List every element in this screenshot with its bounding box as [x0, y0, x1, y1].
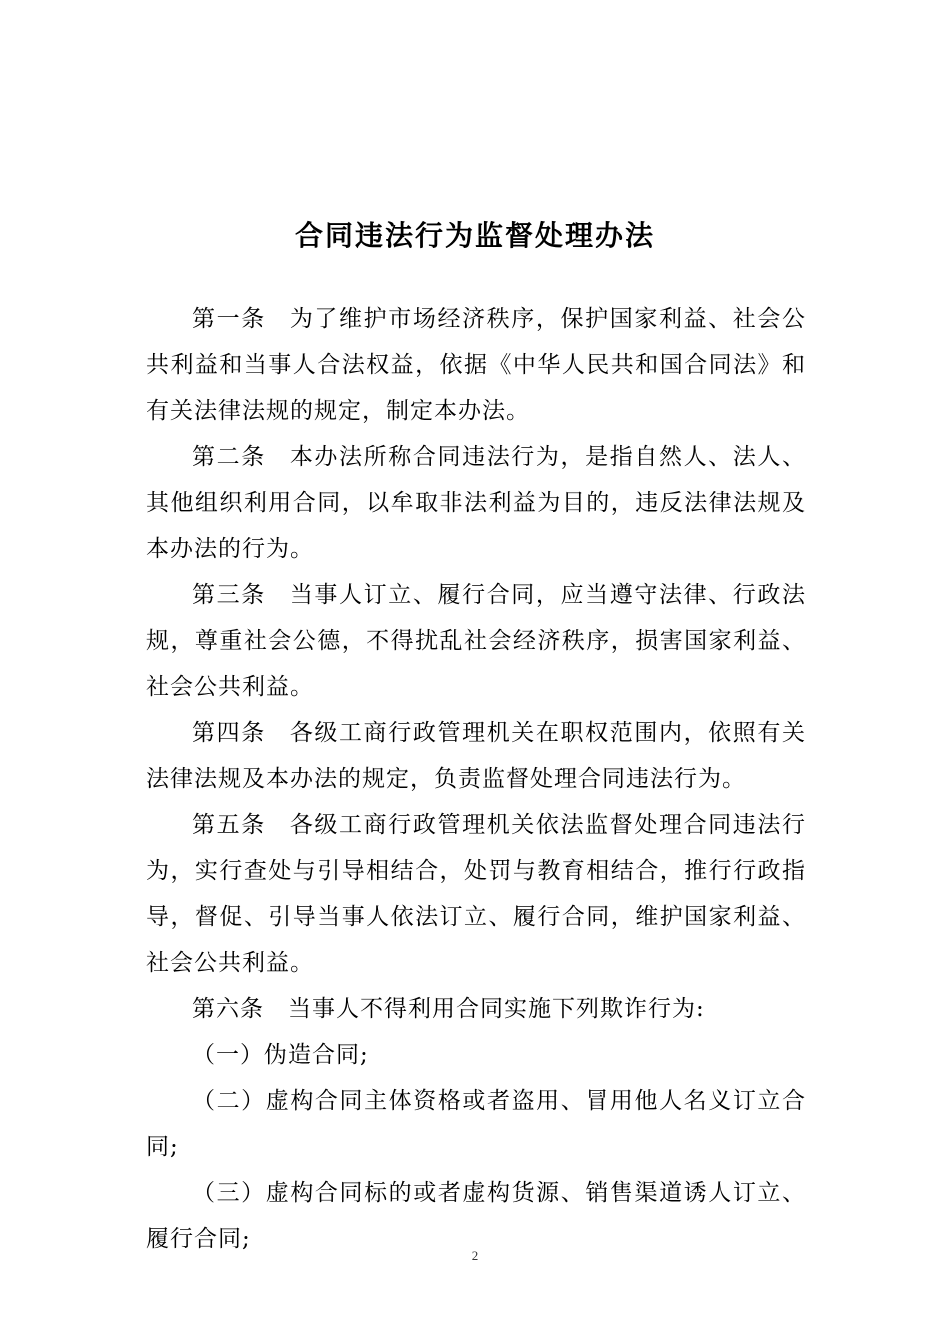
- article-heading: 第二条: [192, 444, 266, 470]
- page-number: 2: [471, 1248, 479, 1263]
- page-title: 合同违法行为监督处理办法: [294, 219, 655, 252]
- article-heading: 第四条: [192, 720, 266, 746]
- article-heading: 第三条: [192, 582, 266, 608]
- list-item: （二）虚构合同主体资格或者盗用、冒用他人名义订立合同;: [146, 1088, 806, 1160]
- article-2: [146, 434, 806, 572]
- document-body: [146, 296, 806, 1262]
- article-text: 本办法所称合同违法行为，是指自然人、法人、其他组织利用合同，以牟取非法利益为目的，违反法律法规及本办法的行为。: [146, 444, 807, 562]
- article-text: 当事人不得利用合同实施下列欺诈行为:: [288, 996, 705, 1022]
- article-6: [146, 986, 806, 1032]
- article-text: 各级工商行政管理机关依法监督处理合同违法行为，实行查处与引导相结合，处罚与教育相结合，推行行政指导，督促、引导当事人依法订立、履行合同，维护国家利益、社会公共利益。: [146, 812, 807, 976]
- article-text: 各级工商行政管理机关在职权范围内，依照有关法律法规及本办法的规定，负责监督处理合同违法行为。: [146, 720, 807, 792]
- article-1: [146, 296, 806, 434]
- article-text: 当事人订立、履行合同，应当遵守法律、行政法规，尊重社会公德，不得扰乱社会经济秩序，损害国家利益、社会公共利益。: [146, 582, 807, 700]
- article-4: [146, 710, 806, 802]
- list-item: （一）伪造合同;: [192, 1042, 369, 1068]
- article-3: [146, 572, 806, 710]
- article-text: 为了维护市场经济秩序，保护国家利益、社会公共利益和当事人合法权益，依据《中华人民共和国合同法》和有关法律法规的规定，制定本办法。: [146, 306, 807, 424]
- article-5: [146, 802, 806, 986]
- list-item: （三）虚构合同标的或者虚构货源、销售渠道诱人订立、履行合同;: [146, 1180, 806, 1252]
- article-heading: 第六条: [192, 996, 264, 1022]
- article-heading: 第一条: [192, 306, 266, 332]
- article-heading: 第五条: [192, 812, 266, 838]
